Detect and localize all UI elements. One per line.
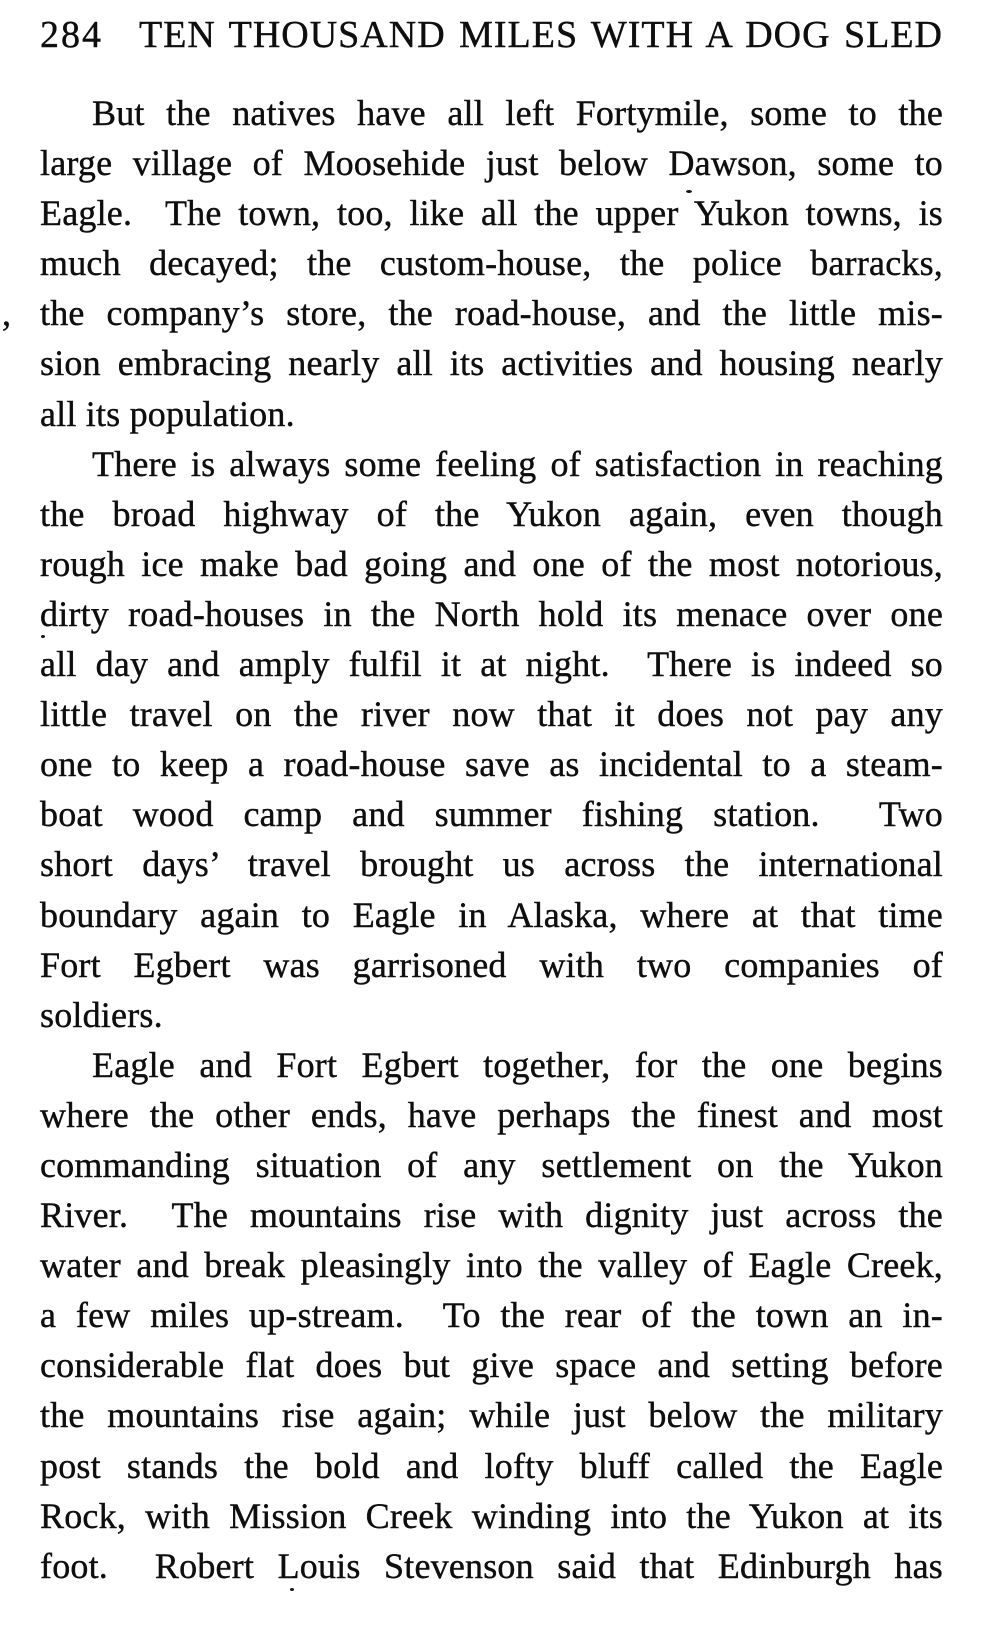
- text-line: the company’s store, the road-house, and the little mis-: [40, 293, 943, 334]
- text-line: little travel on the river now that it does not pay any: [40, 694, 943, 735]
- text-line: boundary again to Eagle in Alaska, where at that time: [40, 894, 943, 935]
- text-line: where the other ends, have perhaps the finest and most: [40, 1094, 943, 1135]
- text-line: water and break pleasingly into the valley of Eagle Creek,: [40, 1245, 943, 1286]
- text-line: large village of Moosehide just below Dawson, some to: [40, 143, 943, 184]
- page-body: [40, 88, 943, 1591]
- text-line: short days’ travel brought us across the international: [40, 844, 943, 885]
- running-title: TEN THOUSAND MILES WITH A DOG SLED: [139, 14, 943, 56]
- text-line: rough ice make bad going and one of the most notorious,: [40, 543, 943, 584]
- text-line: Eagle and Fort Egbert together, for the one begins: [92, 1044, 943, 1085]
- scan-speck: [41, 635, 45, 638]
- text-line: all day and amply fulfil it at night. There is indeed so: [40, 644, 943, 685]
- text-line: But the natives have all left Fortymile, some to the: [92, 93, 943, 133]
- text-line: River. The mountains rise with dignity just across the: [40, 1195, 943, 1236]
- text-line: the broad highway of the Yukon again, even though: [40, 493, 943, 534]
- text-line: dirty road-houses in the North hold its menace over one: [40, 593, 943, 634]
- text-line: all its population.: [40, 393, 295, 434]
- text-line: Eagle. The town, too, like all the upper Yukon towns, is: [40, 193, 943, 234]
- text-line: a few miles up-stream. To the rear of the town an in-: [40, 1295, 943, 1336]
- text-line: soldiers.: [40, 994, 163, 1035]
- text-line: boat wood camp and summer fishing station. Two: [40, 794, 943, 835]
- text-line: Fort Egbert was garrisoned with two companies of: [40, 944, 943, 985]
- text-line: Rock, with Mission Creek winding into the Yukon at its: [40, 1495, 943, 1536]
- text-line: commanding situation of any settlement on the Yukon: [40, 1144, 943, 1185]
- text-line: the mountains rise again; while just below the military: [40, 1395, 943, 1436]
- stray-comma-mark: ,: [2, 293, 11, 333]
- page-number: 284: [40, 14, 103, 56]
- scan-speck: [686, 190, 692, 193]
- text-line: considerable flat does but give space and setting before: [40, 1345, 943, 1386]
- running-header: [40, 13, 943, 57]
- text-line: sion embracing nearly all its activities and housing nearly: [40, 343, 943, 384]
- text-line: much decayed; the custom-house, the police barracks,: [40, 243, 943, 284]
- text-line: post stands the bold and lofty bluff called the Eagle: [40, 1445, 943, 1486]
- text-line: foot. Robert Louis Stevenson said that Edinburgh has: [40, 1545, 943, 1586]
- text-line: There is always some feeling of satisfaction in reaching: [92, 443, 943, 484]
- scan-speck: [290, 1588, 294, 1591]
- text-line: one to keep a road-house save as incidental to a steam-: [40, 744, 943, 785]
